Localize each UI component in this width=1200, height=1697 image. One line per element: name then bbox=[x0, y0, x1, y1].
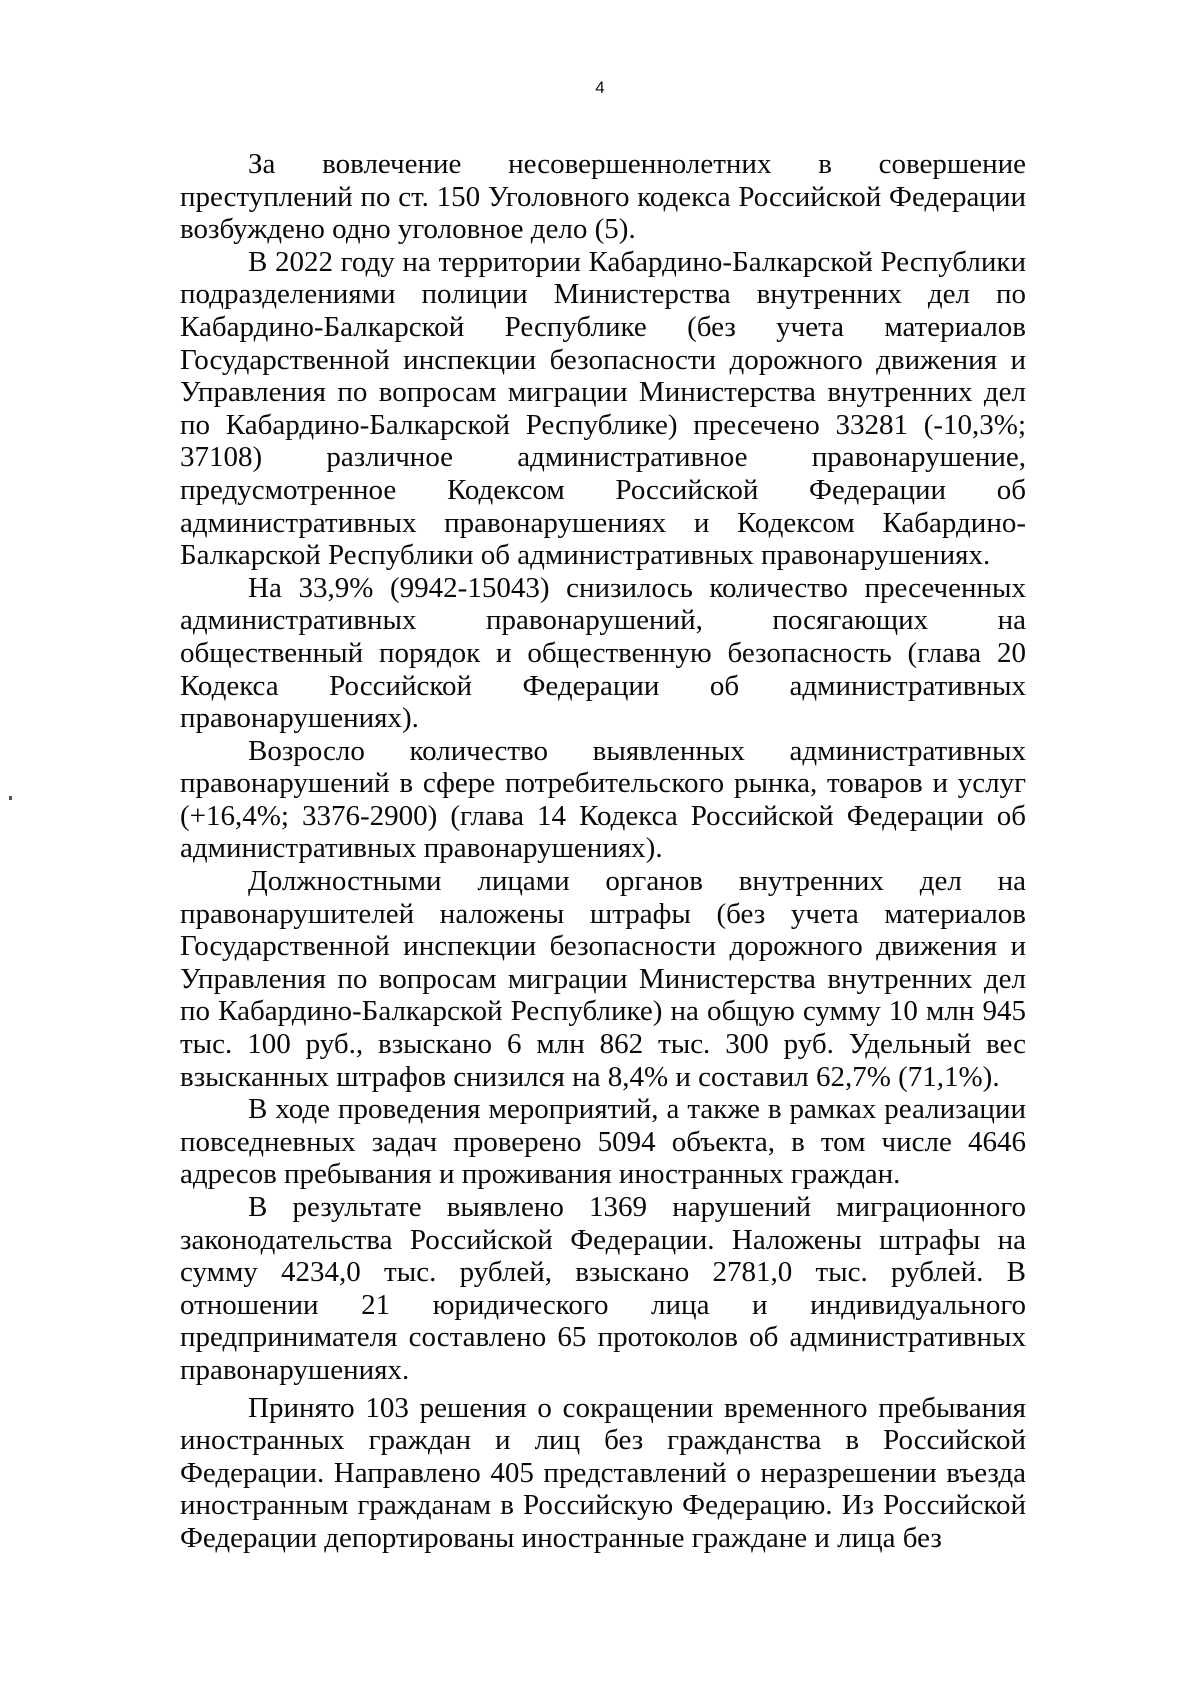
paragraph-consumer-market-offenses: Возросло количество выявленных административных правонарушений в сфере потребительского рынка, товаров и услуг (+16,4%; 3376-2900) (глава 14 Кодекса Российской Федерации об административных правонарушениях). bbox=[180, 734, 1026, 865]
paragraph-administrative-offenses-2022: В 2022 году на территории Кабардино-Балкарской Республики подразделениями полиции Министерства внутренних дел по Кабардино-Балкарской Республике (без учета материалов Государственной инспекции безопасности дорожного движения и Управления по вопросам миграции Министерства внутренних дел по Кабардино-Балкарской Республике) пресечено 33281 (-10,3%; 37108) различное административное правонарушение, предусмотренное Кодексом Российской Федерации об административных правонарушениях и Кодексом Кабардино-Балкарской Республики об административных правонарушениях. bbox=[180, 245, 1026, 572]
document-body bbox=[180, 148, 1026, 1555]
paragraph-migration-violations: В результате выявлено 1369 нарушений миграционного законодательства Российской Федерации. Наложены штрафы на сумму 4234,0 тыс. рублей, взыскано 2781,0 тыс. рублей. В отношении 21 юридического лица и индивидуального предпринимателя составлено 65 протоколов об административных правонарушениях. bbox=[180, 1191, 1026, 1386]
paragraph-involvement-minors: За вовлечение несовершеннолетних в совершение преступлений по ст. 150 Уголовного кодекса Российской Федерации возбуждено одно уголовное дело (5). bbox=[180, 148, 1026, 246]
paragraph-public-order-offenses: На 33,9% (9942-15043) снизилось количество пресеченных административных правонарушений, посягающих на общественный порядок и общественную безопасность (глава 20 Кодекса Российской Федерации об административных правонарушениях). bbox=[180, 571, 1026, 735]
paragraph-fines: Должностными лицами органов внутренних дел на правонарушителей наложены штрафы (без учета материалов Государственной инспекции безопасности дорожного движения и Управления по вопросам миграции Министерства внутренних дел по Кабардино-Балкарской Республике) на общую сумму 10 млн 945 тыс. 100 руб., взыскано 6 млн 862 тыс. 300 руб. Удельный вес взысканных штрафов снизился на 8,4% и составил 62,7% (71,1%). bbox=[180, 865, 1026, 1093]
page-number: 4 bbox=[595, 78, 605, 97]
paragraph-deportation: Принято 103 решения о сокращении временного пребывания иностранных граждан и лиц без гражданства в Российской Федерации. Направлено 405 представлений о неразрешении въезда иностранным гражданам в Российскую Федерацию. Из Российской Федерации депортированы иностранные граждане и лица без bbox=[180, 1391, 1026, 1554]
scan-artifact bbox=[9, 796, 12, 800]
paragraph-inspections: В ходе проведения мероприятий, а также в рамках реализации повседневных задач проверено 5094 объекта, в том числе 4646 адресов пребывания и проживания иностранных граждан. bbox=[180, 1093, 1026, 1191]
